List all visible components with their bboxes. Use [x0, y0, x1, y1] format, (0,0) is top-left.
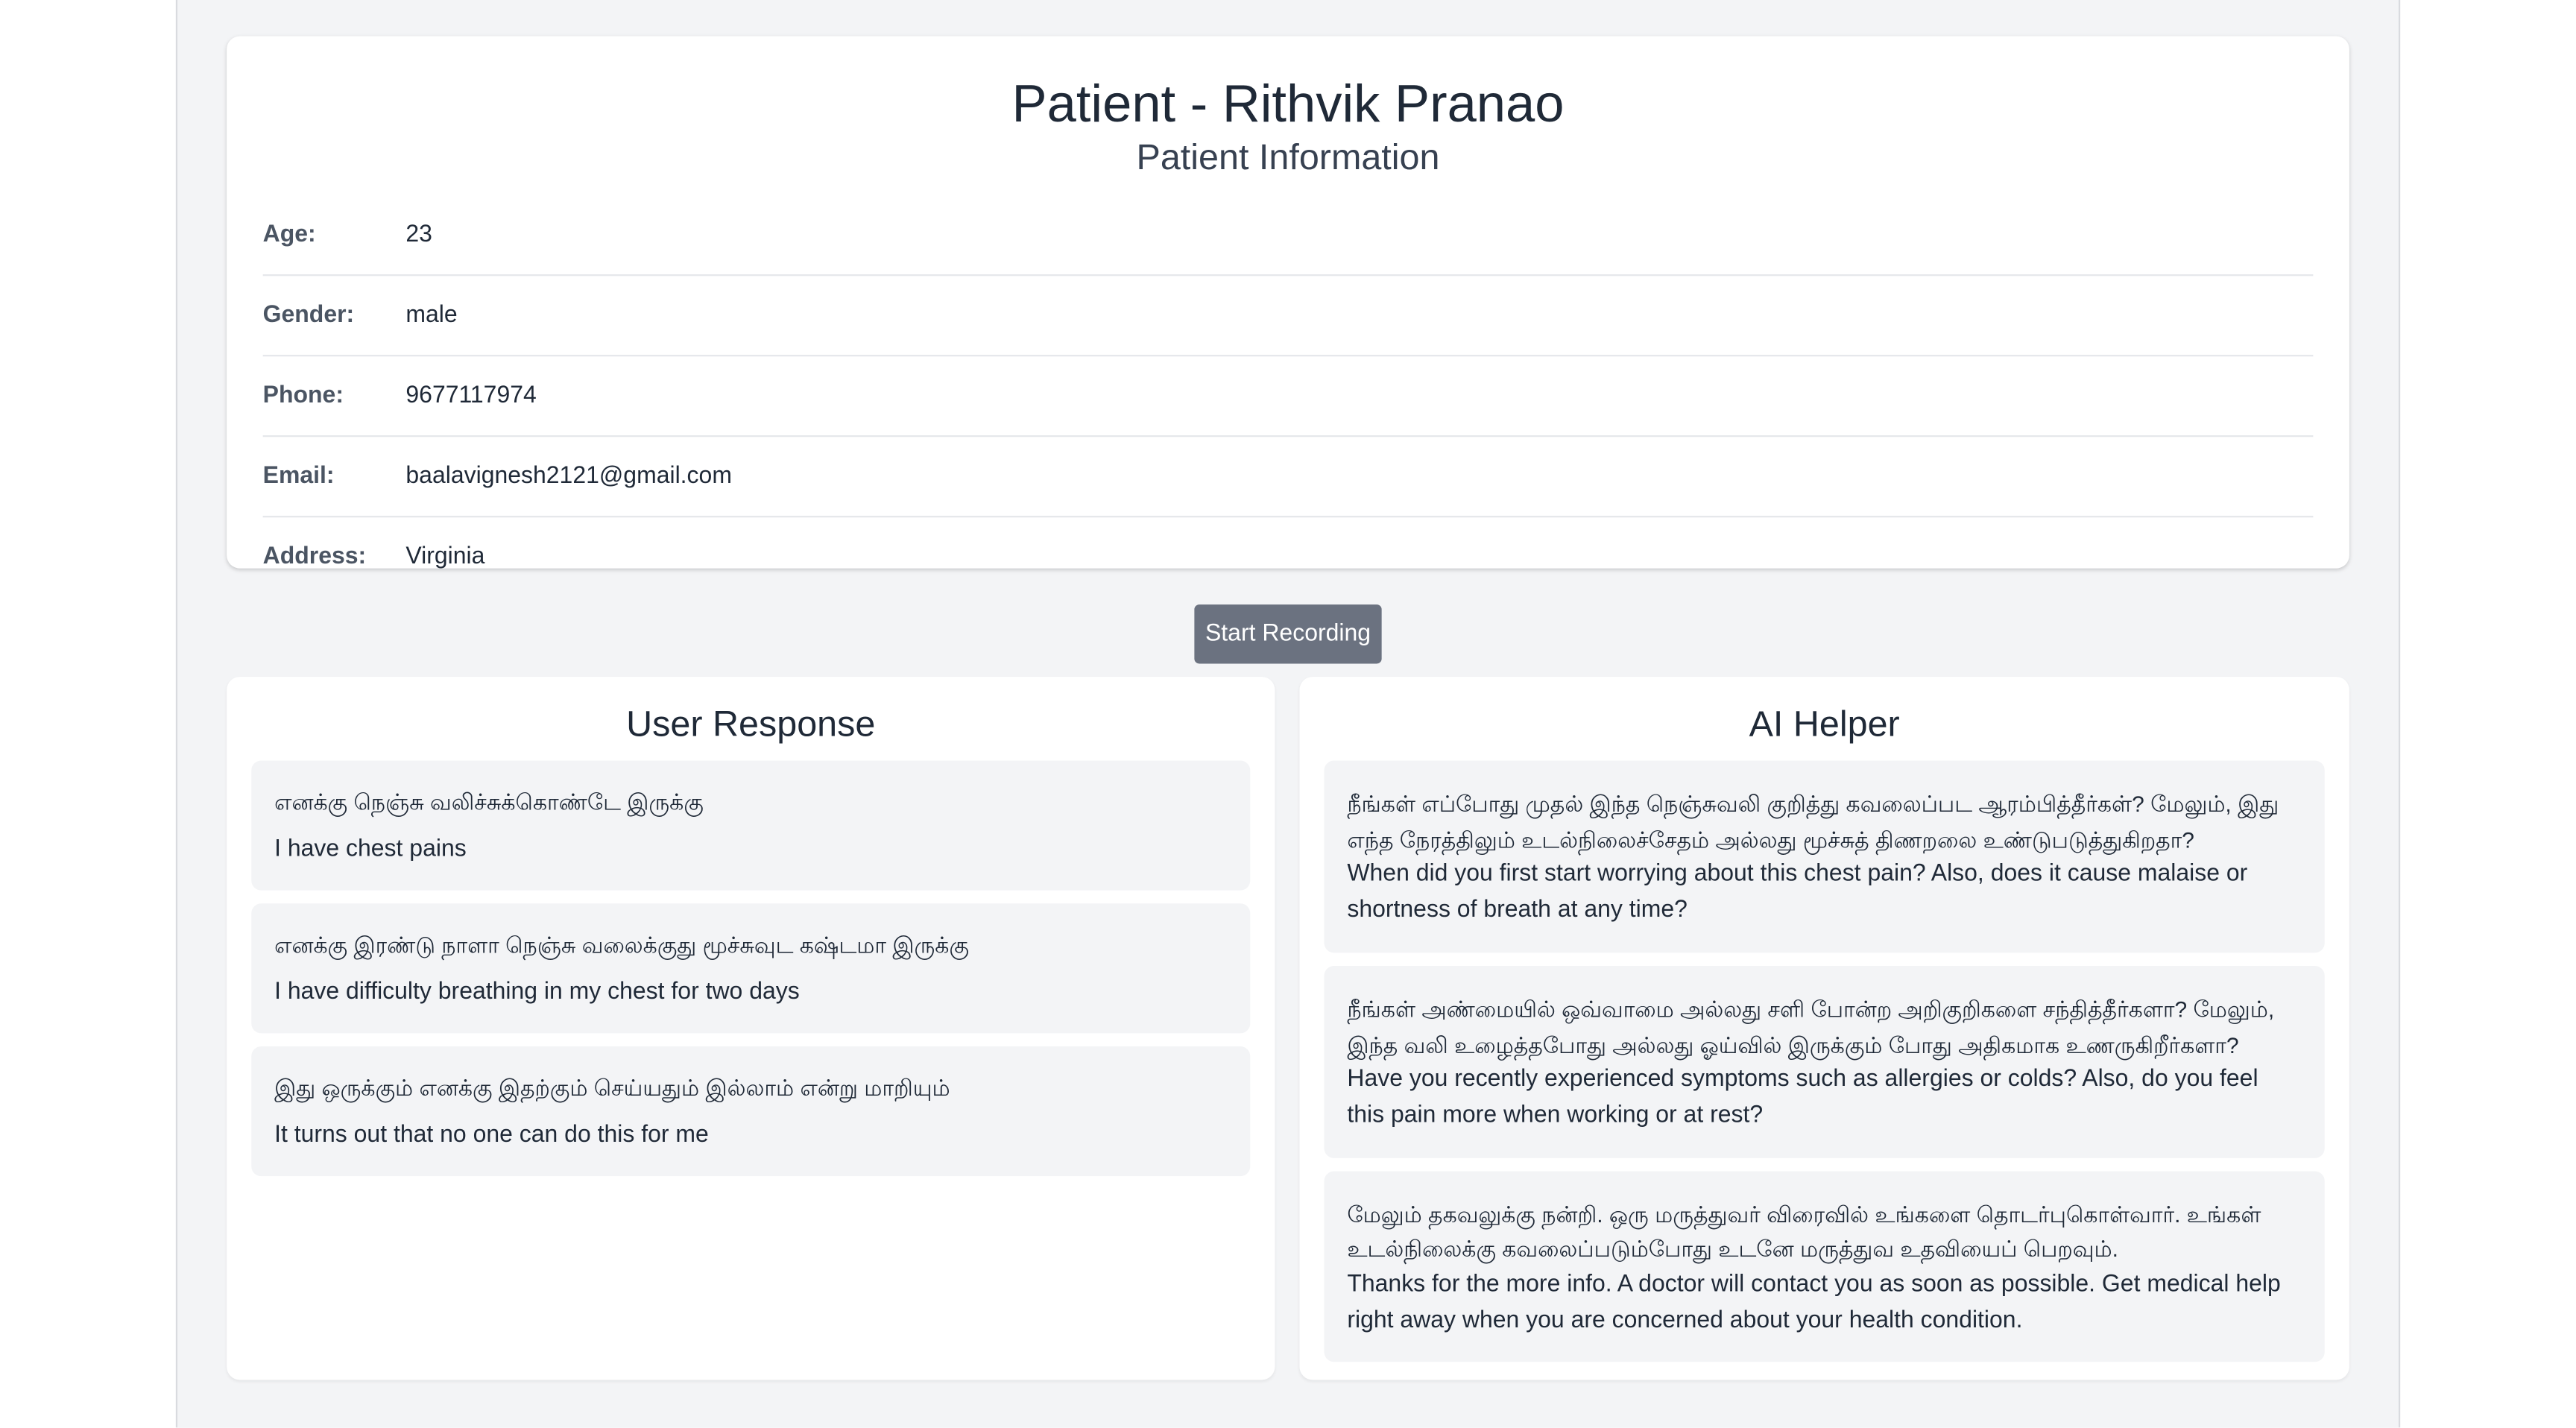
message-translation: When did you first start worrying about this chest pain? Also, does it cause malaise or shortness of breath at any time? — [1347, 861, 2248, 923]
ai-helper-list — [1325, 760, 2325, 1375]
info-value-address: Virginia — [405, 543, 485, 570]
start-recording-button[interactable]: Start Recording — [1194, 604, 1381, 663]
message-original-text: நீங்கள் எப்போது முதல் இந்த நெஞ்சுவலி குறித்து கவலைப்பட ஆரம்பித்தீர்கள்? மேலும், இது எந்த நேரத்திலும் உடல்நிலைச்சேதம் அல்லது மூச்சுத் திணறலை உண்டுபடுத்துகிறதா? — [1347, 792, 2279, 853]
info-value-age: 23 — [405, 221, 432, 248]
patient-info-card — [227, 36, 2349, 568]
info-value-gender: male — [405, 302, 458, 329]
user-response-panel — [227, 677, 1275, 1380]
message-original-text: எனக்கு நெஞ்சு வலிச்சுக்கொண்டே இருக்கு — [274, 790, 704, 815]
info-label: Gender: — [262, 302, 355, 329]
ai-message — [1325, 760, 2325, 952]
message-translation: It turns out that no one can do this for me — [274, 1122, 709, 1149]
info-value-email: baalavignesh2121@gmail.com — [405, 463, 732, 490]
ai-helper-title: AI Helper — [1749, 703, 1900, 745]
message-translation: Have you recently experienced symptoms such as allergies or colds? Also, do you feel this pain more when working or at rest? — [1347, 1066, 2258, 1129]
user-response-list — [251, 760, 1250, 1189]
message-translation: Thanks for the more info. A doctor will contact you as soon as possible. Get medical help right away when you are concerned about your health condition. — [1347, 1271, 2281, 1334]
ai-helper-panel — [1299, 677, 2349, 1380]
message-original-text: இது ஒருக்கும் எனக்கு இதற்கும் செய்யதும் இல்லாம் என்று மாறியும் — [274, 1075, 950, 1101]
user-message — [251, 760, 1250, 890]
page-container — [177, 0, 2399, 1427]
info-value-phone: 9677117974 — [405, 382, 537, 409]
page-title: Patient - Rithvik Pranao — [1011, 74, 1565, 133]
info-label: Age: — [262, 221, 316, 248]
info-row-gender — [263, 276, 2314, 356]
info-label: Email: — [262, 463, 335, 490]
message-original-text: எனக்கு இரண்டு நாளா நெஞ்சு வலைக்குது மூச்சுவுட கஷ்டமா இருக்கு — [274, 932, 969, 958]
message-original-text: நீங்கள் அண்மையில் ஒவ்வாமை அல்லது சளி போன்ற அறிகுறிகளை சந்தித்தீர்களா? மேலும், இந்த வலி உழைத்தபோது அல்லது ஓய்வில் இருக்கும் போது அதிகமாக உணருகிறீர்களா? — [1347, 996, 2275, 1058]
info-row-age — [263, 195, 2314, 276]
info-row-phone — [263, 356, 2314, 437]
user-message — [251, 903, 1250, 1033]
patient-info-list — [263, 195, 2314, 596]
user-response-title: User Response — [626, 703, 876, 745]
info-row-address — [263, 517, 2314, 596]
info-label: Address: — [262, 543, 367, 570]
message-original-text: மேலும் தகவலுக்கு நன்றி. ஒரு மருத்துவர் விரைவில் உங்களை தொடர்புகொள்வார். உங்கள் உடல்நிலைக்கு கவலைப்படும்போது உடனே மருத்துவ உதவியைப் பெறவும். — [1347, 1201, 2261, 1263]
section-subtitle: Patient Information — [1136, 136, 1440, 178]
info-row-email — [263, 437, 2314, 517]
ai-message — [1325, 966, 2325, 1157]
message-translation: I have difficulty breathing in my chest for two days — [274, 979, 800, 1005]
message-translation: I have chest pains — [274, 835, 467, 863]
user-message — [251, 1046, 1250, 1176]
info-label: Phone: — [262, 382, 344, 409]
ai-message — [1325, 1171, 2325, 1362]
